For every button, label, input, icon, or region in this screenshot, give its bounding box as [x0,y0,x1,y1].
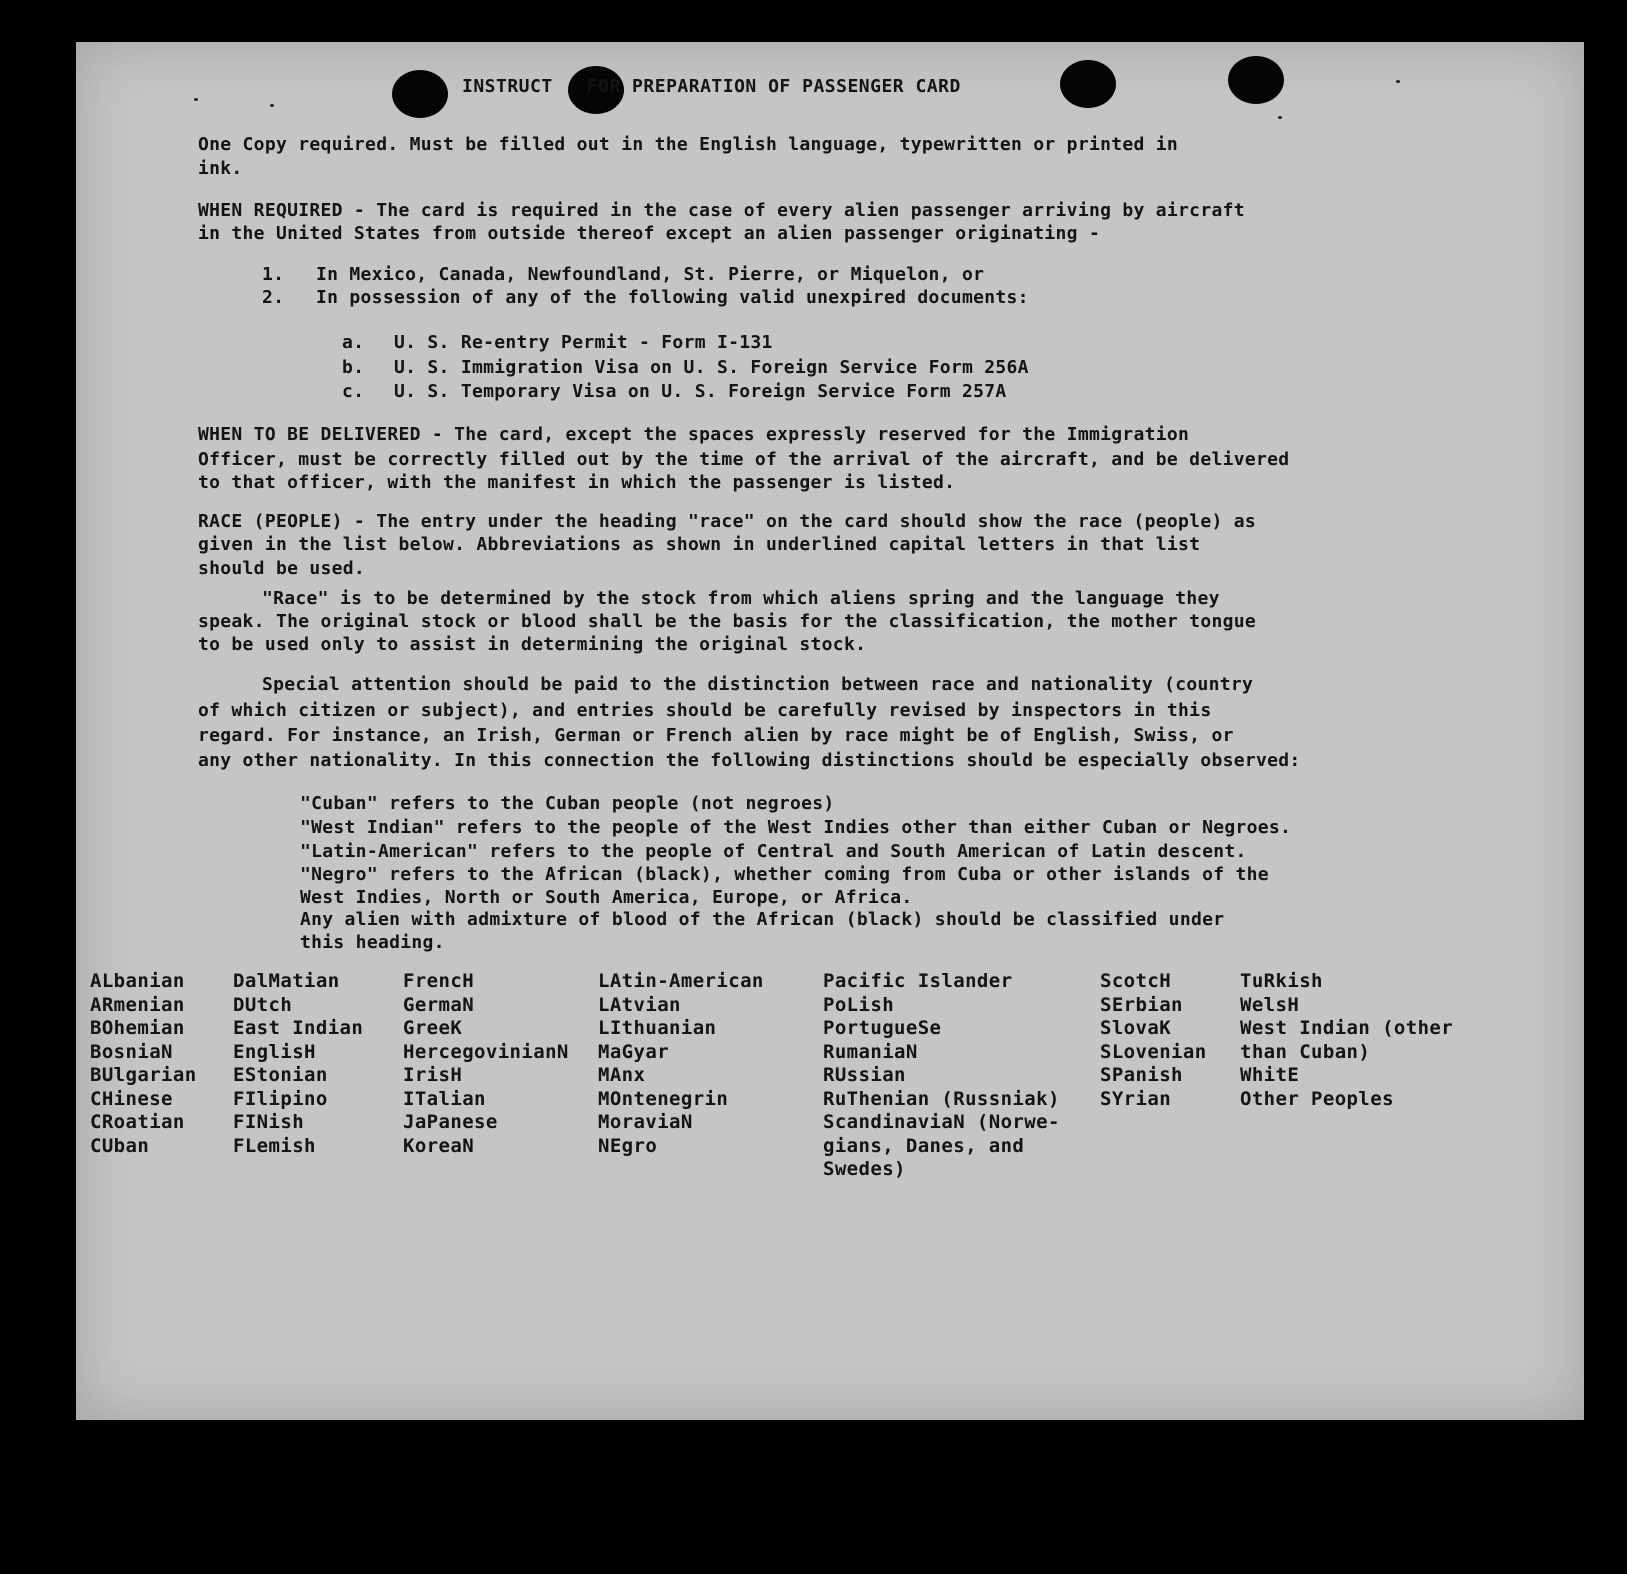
race-definition-line: speak. The original stock or blood shall be the basis for the classification, the mother tongue [198,611,1257,632]
race-entry: BosniaN [90,1040,173,1063]
distinction-line: "Cuban" refers to the Cuban people (not negroes) [300,793,835,814]
special-attention-line: regard. For instance, an Irish, German or French alien by race might be of English, Swiss, or [198,725,1234,746]
race-entry: PortugueSe [823,1017,942,1039]
race-entry: ScotcH [1100,970,1172,992]
race-entry: DUtch [233,993,293,1016]
race-list-column [1240,970,1453,1111]
race-entry: HercegovinianN [403,1040,569,1063]
race-entry: Other Peoples [1240,1087,1394,1110]
document-page [76,42,1584,1420]
race-entry: SYrian [1100,1087,1172,1110]
when-required-line: WHEN REQUIRED - The card is required in the case of every alien passenger arriving by aircraft [198,200,1245,221]
race-entry: ARmenian [90,993,185,1016]
race-entry: Swedes) [823,1158,906,1180]
race-entry: TuRkish [1240,970,1323,992]
race-entry: MaGyar [598,1040,670,1063]
race-entry: than Cuban) [1240,1040,1371,1063]
numbered-num: 2. [262,287,285,308]
race-entry: EnglisH [233,1040,316,1063]
race-entry: SPanish [1100,1064,1183,1086]
when-delivered-line: WHEN TO BE DELIVERED - The card, except the spaces expressly reserved for the Immigration [198,424,1190,445]
race-entry: West Indian (other [1240,1017,1454,1039]
document-text: U. S. Re-entry Permit - Form I-131 [394,332,773,353]
race-entry: EStonian [233,1064,328,1086]
intro-line: ink. [198,158,243,179]
page-title: INSTRUCT FOR PREPARATION OF PASSENGER CARD [462,76,961,97]
race-entry: KoreaN [403,1134,475,1157]
race-entry: DalMatian [233,970,340,992]
race-entry: gians, Danes, and [823,1134,1025,1157]
numbered-text: In Mexico, Canada, Newfoundland, St. Pierre, or Miquelon, or [316,264,985,285]
race-entry: GreeK [403,1017,463,1039]
race-entry: SLovenian [1100,1040,1207,1063]
race-list-column [1100,970,1207,1111]
race-entry: WelsH [1240,993,1300,1016]
race-list-column [823,970,1060,1182]
document-letter: b. [342,357,365,378]
race-entry: RumaniaN [823,1040,918,1063]
race-entry: MAnx [598,1064,646,1086]
race-entry: PoLish [823,993,895,1016]
race-entry: BUlgarian [90,1064,197,1086]
speck [194,98,198,101]
race-entry: IrisH [403,1064,463,1086]
race-entry: WhitE [1240,1064,1300,1086]
race-entry: ITalian [403,1087,486,1110]
race-entry: CUban [90,1134,150,1157]
race-entry: FINish [233,1111,305,1133]
distinction-line: "West Indian" refers to the people of the West Indies other than either Cuban or Negroes. [300,817,1292,838]
race-entry: NEgro [598,1134,658,1157]
race-entry: MOntenegrin [598,1087,729,1110]
race-list-column [233,970,363,1158]
race-entry: Pacific Islander [823,970,1013,992]
race-entry: MoraviaN [598,1111,693,1133]
race-line: given in the list below. Abbreviations as shown in underlined capital letters in that list [198,534,1201,555]
document-text: U. S. Temporary Visa on U. S. Foreign Service Form 257A [394,381,1007,402]
race-entry: RUssian [823,1064,906,1086]
when-required-line: in the United States from outside thereof except an alien passenger originating - [198,223,1101,244]
punch-hole [1228,56,1284,104]
race-list-column [90,970,197,1158]
race-list-column [403,970,569,1158]
distinction-line: this heading. [300,932,445,953]
speck [1278,116,1282,119]
race-entry: LIthuanian [598,1017,717,1039]
race-line: RACE (PEOPLE) - The entry under the heading "race" on the card should show the race (people) as [198,511,1257,532]
race-entry: BOhemian [90,1017,185,1039]
race-entry: FLemish [233,1134,316,1157]
race-line: should be used. [198,558,366,579]
distinction-line: "Latin-American" refers to the people of Central and South American of Latin descent. [300,841,1247,862]
distinction-line: West Indies, North or South America, Europe, or Africa. [300,887,913,908]
document-text: U. S. Immigration Visa on U. S. Foreign Service Form 256A [394,357,1029,378]
document-letter: c. [342,381,365,402]
speck [1396,80,1400,83]
race-definition-line: "Race" is to be determined by the stock from which aliens spring and the language they [262,588,1220,609]
race-entry: ScandinaviaN (Norwe- [823,1111,1060,1133]
numbered-text: In possession of any of the following valid unexpired documents: [316,287,1029,308]
special-attention-line: Special attention should be paid to the distinction between race and nationality (country [262,674,1254,695]
when-delivered-line: Officer, must be correctly filled out by the time of the arrival of the aircraft, and be delivered [198,449,1290,470]
punch-hole [392,70,448,118]
race-entry: LAtin-American [598,970,764,992]
race-entry: LAtvian [598,993,681,1016]
race-definition-line: to be used only to assist in determining the original stock. [198,634,867,655]
race-list-column [598,970,764,1158]
race-entry: CHinese [90,1087,173,1110]
speck [270,104,274,107]
race-entry: RuThenian (Russniak) [823,1087,1060,1110]
distinction-line: Any alien with admixture of blood of the African (black) should be classified under [300,909,1225,930]
race-entry: GermaN [403,993,475,1016]
race-entry: JaPanese [403,1111,498,1133]
special-attention-line: of which citizen or subject), and entries should be carefully revised by inspectors in this [198,700,1212,721]
distinction-line: "Negro" refers to the African (black), whether coming from Cuba or other islands of the [300,864,1269,885]
numbered-num: 1. [262,264,285,285]
race-entry: ALbanian [90,970,185,992]
race-entry: SlovaK [1100,1017,1172,1039]
race-entry: FIlipino [233,1087,328,1110]
intro-line: One Copy required. Must be filled out in the English language, typewritten or printed in [198,134,1179,155]
when-delivered-line: to that officer, with the manifest in which the passenger is listed. [198,472,956,493]
document-letter: a. [342,332,365,353]
special-attention-line: any other nationality. In this connection the following distinctions should be especially observed: [198,750,1301,771]
race-entry: East Indian [233,1017,364,1039]
race-entry: SErbian [1100,993,1183,1016]
race-entry: CRoatian [90,1111,185,1133]
race-entry: FrencH [403,970,475,992]
